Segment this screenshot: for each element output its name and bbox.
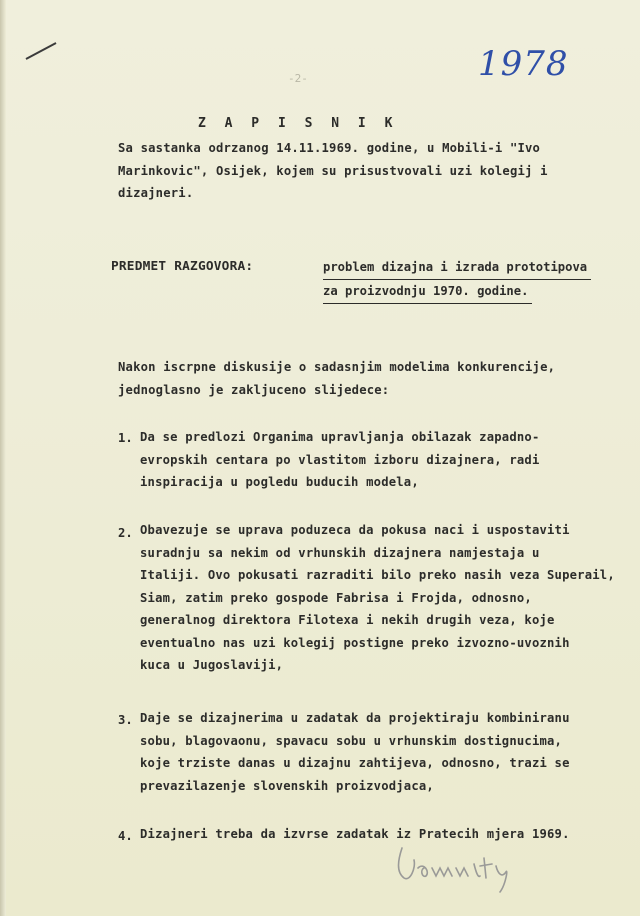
item-line: Italiji. Ovo pokusati razraditi bilo preko nasih veza Superail, (140, 568, 615, 582)
item-line: inspiracija u pogledu buducih modela, (140, 475, 419, 489)
pencil-mark (26, 42, 57, 60)
item-line: Siam, zatim preko gospode Fabrisa i Frojda, odnosno, (140, 590, 532, 605)
intro-line: Sa sastanka odrzanog 14.11.1969. godine, u Mobili-i "Ivo (118, 141, 541, 155)
document-title: Z A P I S N I K (198, 116, 398, 131)
item-line: Daje se dizajnerima u zadatak da projektiraju kombiniranu (140, 711, 570, 725)
intro-line: dizajneri. (118, 186, 194, 200)
subject-line: problem dizajna i izrada prototipova (323, 256, 591, 280)
handwritten-year: 1978 (478, 44, 569, 84)
conclusion-line: jednoglasno je zakljuceno slijedece: (118, 382, 390, 397)
paper-edge-shadow (0, 0, 6, 916)
item-line: prevazilazenje slovenskih proizvodjaca, (140, 778, 434, 793)
item-line: Dizajneri treba da izvrse zadatak iz Pratecih mjera 1969. (140, 827, 570, 841)
item-number: 2. (118, 526, 133, 540)
conclusion-paragraph (118, 356, 555, 401)
item-number: 4. (118, 829, 133, 843)
item-line: generalnog direktora Filotexa i nekih drugih veza, koje (140, 613, 555, 627)
subject-line: za proizvodnju 1970. godine. (323, 280, 532, 304)
item-line: koje trziste danas u dizajnu zahtijeva, odnosno, trazi se (140, 756, 570, 770)
item-line: eventualno nas uzi kolegij postigne preko izvozno-uvoznih (140, 635, 570, 650)
item-line: Obavezuje se uprava poduzeca da pokusa naci i uspostaviti (140, 523, 570, 537)
list-item (140, 707, 570, 797)
subject-detail (323, 256, 591, 304)
list-item (140, 426, 540, 494)
item-number: 1. (118, 431, 133, 445)
intro-line: Marinkovic", Osijek, kojem su prisustvovali uzi kolegij i (118, 163, 548, 178)
item-line: Da se predlozi Organima upravljanja obilazak zapadno- (140, 430, 540, 444)
item-line: suradnju sa nekim od vrhunskih dizajnera namjestaja u (140, 545, 540, 560)
intro-paragraph (118, 137, 548, 205)
list-item (140, 519, 615, 677)
item-number: 3. (118, 713, 133, 727)
page-number: -2- (288, 72, 308, 85)
conclusion-line: Nakon iscrpne diskusije o sadasnjim modelima konkurencije, (118, 360, 556, 374)
item-line: sobu, blagovaonu, spavacu sobu u vrhunskim dostignucima, (140, 733, 563, 748)
item-line: kuca u Jugoslaviji, (140, 658, 284, 672)
subject-label: PREDMET RAZGOVORA: (111, 259, 254, 274)
item-line: evropskih centara po vlastitom izboru dizajnera, radi (140, 452, 540, 467)
signature-icon (380, 838, 550, 898)
